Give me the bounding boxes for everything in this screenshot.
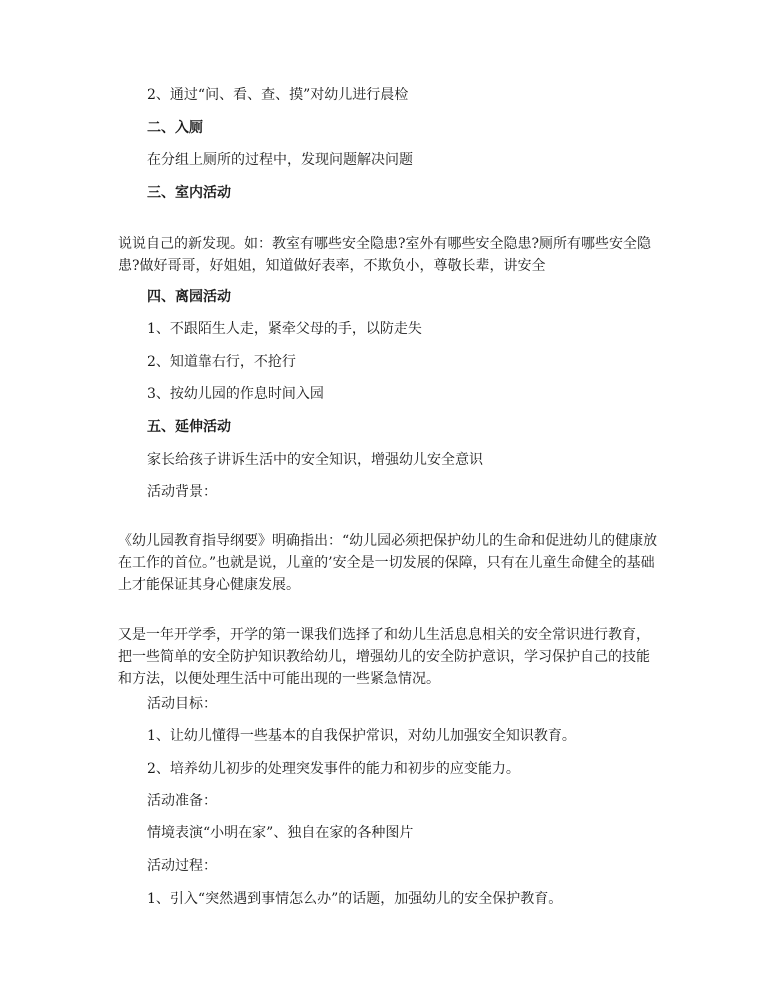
background-label: 活动背景： [147,484,217,500]
toilet-text: 在分组上厕所的过程中，发现问题解决问题 [147,152,413,168]
preparation-text: 情境表演“小明在家”、独自在家的各种图片 [147,825,414,841]
goal-item-1: 1、让幼儿懂得一些基本的自我保护常识，对幼儿加强安全知识教育。 [147,728,576,744]
process-label: 活动过程： [147,858,217,874]
leaving-item-3: 3、按幼儿园的作息时间入园 [147,386,324,402]
leaving-item-1: 1、不跟陌生人走，紧牵父母的手，以防走失 [147,321,422,337]
process-item-1: 1、引入“突然遇到事情怎么办”的话题，加强幼儿的安全保护教育。 [147,891,563,907]
heading-extension-activity: 五、延伸活动 [147,419,231,435]
leaving-item-2: 2、知道靠右行，不抢行 [147,354,296,370]
background-paragraph-1: 《幼儿园教育指导纲要》明确指出：“幼儿园必须把保护幼儿的生命和促进幼儿的健康放在工作的首位。”也就是说，儿童的’安全是一切发展的保障，只有在儿童生命健全的基础上才能保证其身心健康发展。 [118,533,658,593]
morning-check-item: 2、通过“问、看、查、摸”对幼儿进行晨检 [147,87,409,103]
goals-label: 活动目标： [147,696,217,712]
extension-text: 家长给孩子讲诉生活中的安全知识，增强幼儿安全意识 [147,452,483,468]
heading-indoor-activity: 三、室内活动 [147,185,231,201]
preparation-label: 活动准备： [147,793,217,809]
background-paragraph-2: 又是一年开学季，开学的第一课我们选择了和幼儿生活息息相关的安全常识进行教育，把一些简单的安全防护知识教给幼儿，增强幼儿的安全防护意识，学习保护自己的技能和方法，以便处理生活中可能出现的一些紧急情况。 [118,627,650,687]
heading-leaving-activity: 四、离园活动 [147,289,231,305]
goal-item-2: 2、培养幼儿初步的处理突发事件的能力和初步的应变能力。 [147,761,520,777]
indoor-activity-paragraph: 说说自己的新发现。如：教室有哪些安全隐患?室外有哪些安全隐患?厕所有哪些安全隐患?做好哥哥，好姐姐，知道做好表率，不欺负小，尊敬长辈，讲安全 [118,236,652,274]
heading-toilet: 二、入厕 [147,120,203,136]
